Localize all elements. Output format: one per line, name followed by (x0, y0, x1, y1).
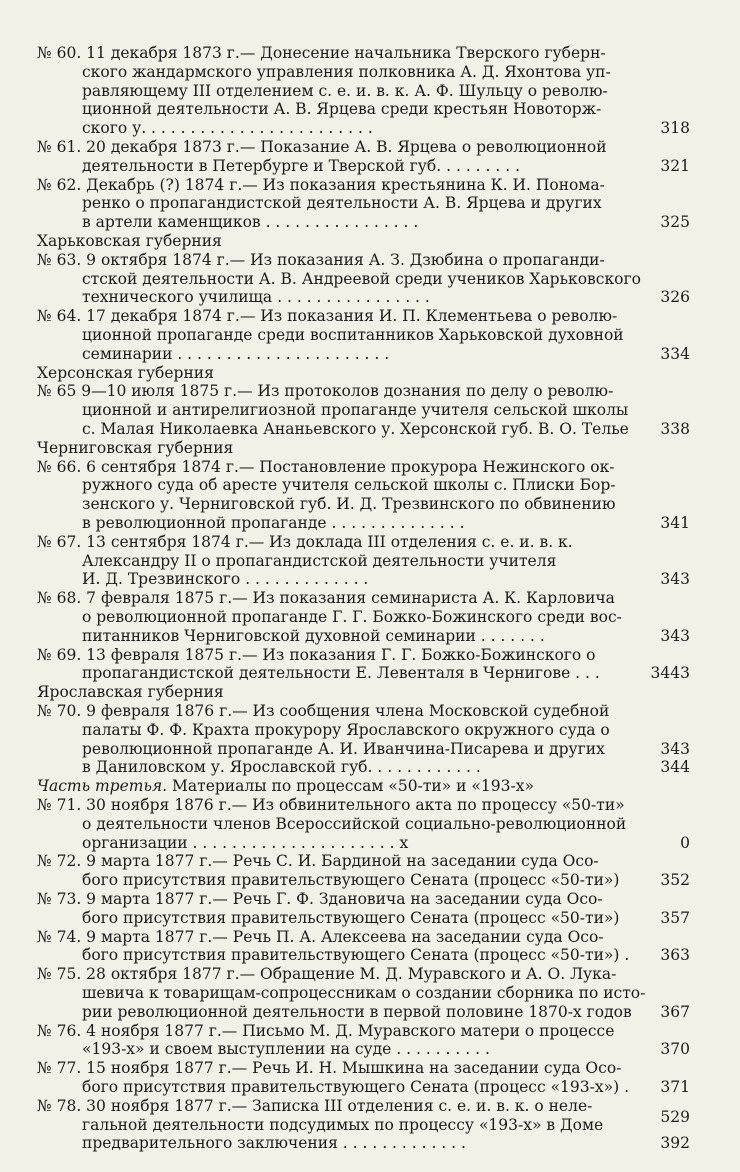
toc-page-ref: 325 (660, 213, 690, 232)
toc-line-text: № 69. 13 февраля 1875 г.— Из показания Г. Г. Божко-Божинского о (37, 645, 596, 664)
toc-line-text: № 66. 6 сентября 1874 г.— Постановление прокурора Нежинского ок- (37, 457, 615, 476)
toc-line-text: рии революционной деятельности в первой половине 1870-х годов (82, 1002, 632, 1021)
toc-line-text: деятельности в Петербурге и Тверской губ. . . . . . . . . (82, 156, 521, 175)
toc-line-text: ционной пропаганде среди воспитанников Харьковской духовной (82, 326, 624, 344)
toc-line-text: Харьковская губерния (37, 232, 222, 250)
toc-page-ref: 343 (660, 626, 690, 645)
toc-line-text: № 61. 20 декабря 1873 г.— Показание А. В. Ярцева о революционной (37, 138, 607, 156)
toc-line-text: ционной деятельности А. В. Ярцева среди крестьян Новоторж- (82, 100, 602, 119)
toc-page-ref: 318 (660, 119, 690, 138)
toc-line-text: ского жандармского управления полковника А. Д. Яхонтова уп- (82, 62, 611, 81)
toc-line-text: № 63. 9 октября 1874 г.— Из показания А. З. Дзюбина о пропаганди- (37, 250, 605, 269)
toc-page-ref: 363 (660, 946, 690, 965)
toc-page-ref: 3443 (650, 664, 690, 683)
toc-page-ref: 392 (660, 1134, 690, 1153)
page-number: 529 (660, 1108, 690, 1126)
toc-line-text: бого присутствия правительствующего Сената (процесс «50-ти») (82, 908, 620, 927)
toc-line-text: № 64. 17 декабря 1874 г.— Из показания И. П. Клементьева о револю- (37, 307, 618, 326)
toc-line-text: гальной деятельности подсудимых по процессу «193-х» в Доме (82, 1115, 604, 1134)
toc-line-text: № 77. 15 ноября 1877 г.— Речь И. Н. Мышкина на заседании суда Осо- (37, 1059, 622, 1078)
toc-page-ref: 343 (660, 570, 690, 589)
toc-line-text: в артели каменщиков . . . . . . . . . . . . . . . . (82, 213, 419, 232)
toc-line-text: в революционной пропаганде . . . . . . . . . . . . . . (82, 514, 465, 532)
toc-line-text: И. Д. Трезвинского . . . . . . . . . . . . . (82, 570, 369, 589)
toc-line-text: № 67. 13 сентября 1874 г.— Из доклада III отделения с. е. и. в. к. (37, 532, 573, 551)
toc-line-text: о деятельности членов Всероссийской социально-революционной (82, 814, 627, 833)
toc-line-text: Часть третья. Материалы по процессам «50-ти» и «193-х» (37, 777, 534, 796)
toc-line-text: № 75. 28 октября 1877 г.— Обращение М. Д. Муравского и А. О. Лука- (37, 965, 617, 984)
toc-line-text: ружного суда об аресте учителя сельской школы с. Плиски Бор- (82, 476, 616, 495)
toc-page-ref: 338 (660, 420, 690, 438)
toc-line-text: № 68. 7 февраля 1875 г.— Из показания семинариста А. К. Карловича (37, 589, 615, 608)
toc-line-text: № 65 9—10 июля 1875 г.— Из протоколов дознания по делу о револю- (37, 382, 614, 401)
toc-line-text: революционной пропаганде А. И. Иванчина-Писарева и других (82, 739, 605, 758)
toc-line-text: № 72. 9 марта 1877 г.— Речь С. И. Бардиной на заседании суда Осо- (37, 852, 599, 871)
toc-page-ref: 334 (660, 344, 690, 363)
toc-line-text: № 74. 9 марта 1877 г.— Речь П. А. Алексеева на заседании суда Осо- (37, 927, 604, 946)
toc-line-text: зенского у. Черниговской губ. И. Д. Трезвинского по обвинению (82, 495, 616, 514)
toc-page-ref: 343 (660, 739, 690, 758)
toc-line-text: бого присутствия правительствующего Сената (процесс «50-ти») (82, 871, 620, 890)
toc-line-text: палаты Ф. Ф. Крахта прокурору Ярославского окружного суда о (82, 720, 610, 739)
toc-line-text: о революционной пропаганде Г. Г. Божко-Божинского среди вос- (82, 608, 622, 626)
toc-line-text: семинарии . . . . . . . . . . . . . . . . . . . . . . (82, 344, 390, 363)
toc-line-text: шевича к товарищам-сопроцессникам о создании сборника по исто- (82, 984, 646, 1002)
toc-line-text: № 60. 11 декабря 1873 г.— Донесение начальника Тверского губерн- (37, 44, 606, 62)
toc-line-text: Ярославская губерния (37, 683, 224, 702)
toc-line-text: № 62. Декабрь (?) 1874 г.— Из показания крестьянина К. И. Пономa- (37, 175, 605, 194)
toc-line-text: пропагандистской деятельности Е. Левенталя в Чернигове . . . (82, 664, 600, 683)
toc-line-text: ционной и антирелигиозной пропаганде учителя сельской школы (82, 401, 629, 420)
toc-line-text: организации . . . . . . . . . . . . . . . . . . . . . x (82, 833, 409, 852)
toc-page-ref: 357 (660, 908, 690, 927)
toc-line-text: Херсонская губерния (37, 363, 214, 382)
toc-page-ref: 367 (660, 1002, 690, 1021)
toc-page-ref: 344 (660, 758, 690, 777)
toc-line-text: равляющему III отделением с. е. и. в. к. А. Ф. Шульцу о револю- (82, 81, 608, 100)
toc-line-text: «193-х» и своем выступлении на суде . . . . . . . . . . (82, 1040, 490, 1059)
toc-page-ref: 352 (660, 871, 690, 890)
toc-line (0, 1132, 740, 1154)
toc-line-text: № 76. 4 ноября 1877 г.— Письмо М. Д. Муравского матери о процессе (37, 1021, 615, 1040)
toc-line-text: предварительного заключения . . . . . . . . . . . . . (82, 1134, 466, 1153)
toc-page-ref: 0 (680, 833, 690, 852)
toc-line-text: № 70. 9 февраля 1876 г.— Из сообщения члена Московской судебной (37, 702, 610, 720)
toc-line-text: в Даниловском у. Ярославской губ. . . . . . . . . . . . (82, 758, 481, 777)
toc-line-text: Александру II о пропагандистской деятельности учителя (82, 551, 557, 570)
toc-page-ref: 326 (660, 288, 690, 307)
toc-line-text: Черниговская губерния (37, 438, 234, 457)
toc-line-text: № 78. 30 ноября 1877 г.— Записка III отделения с. е. и. в. к. о неле- (37, 1096, 593, 1115)
toc-line-text: стской деятельности А. В. Андреевой среди учеников Харьковского (82, 269, 641, 288)
toc-page-ref: 371 (660, 1078, 690, 1096)
toc-line-text: ренко о пропагандистской деятельности А. В. Ярцева и других (82, 194, 602, 213)
toc-line-text: ского у. . . . . . . . . . . . . . . . . . . . . . . . (82, 119, 373, 138)
toc-line-text: технического училища . . . . . . . . . . . . . . . . (82, 288, 430, 307)
toc-page-ref: 321 (660, 156, 690, 175)
toc-line-text: питанников Черниговской духовной семинарии . . . . . . . (82, 626, 545, 645)
toc-line-text: бого присутствия правительствующего Сената (процесс «50-ти») . (82, 946, 630, 965)
toc-page-ref: 341 (660, 514, 690, 532)
toc-page-ref: 370 (660, 1040, 690, 1059)
toc-line-text: бого присутствия правительствующего Сената (процесс «193-х») . (82, 1078, 630, 1096)
toc-line-text: № 71. 30 ноября 1876 г.— Из обвинительного акта по процессу «50-ти» (37, 796, 625, 814)
toc-line-text: с. Малая Николаевка Ананьевского у. Херсонской губ. В. О. Телье (82, 420, 629, 438)
toc-line-text: № 73. 9 марта 1877 г.— Речь Г. Ф. Здановича на заседании суда Осо- (37, 890, 603, 908)
